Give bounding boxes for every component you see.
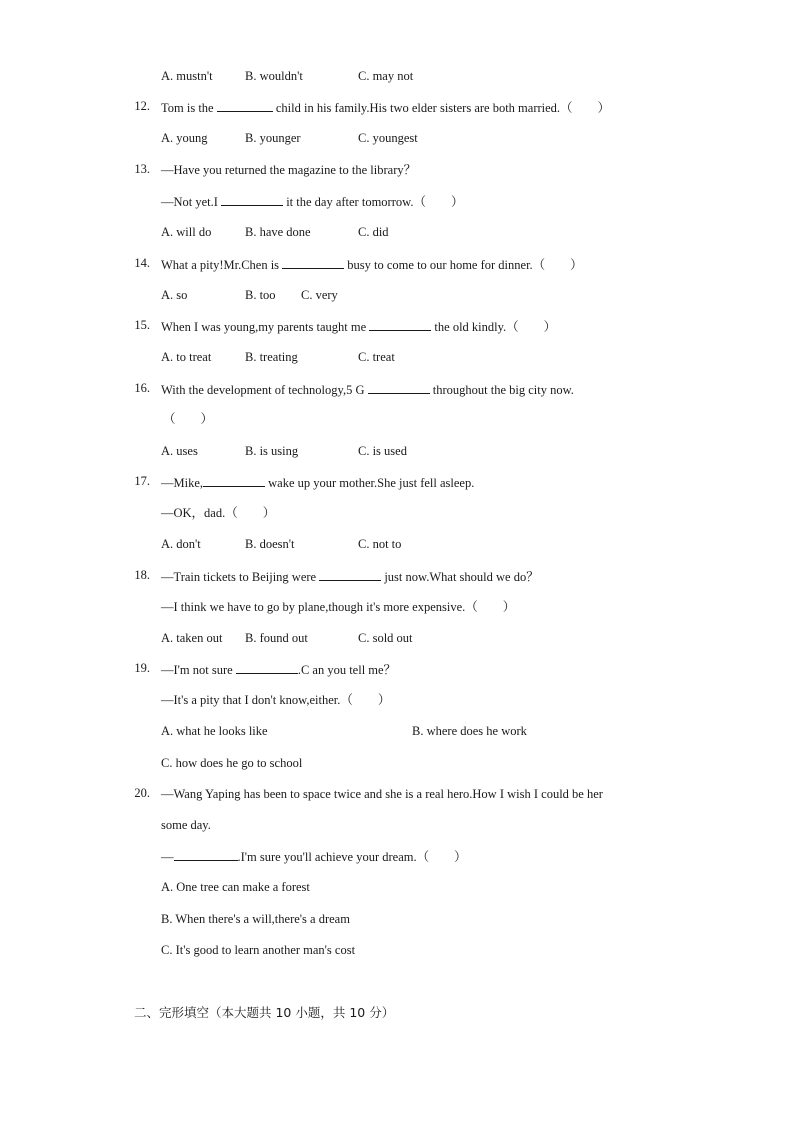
q15-stem	[161, 318, 556, 335]
q12-option-a: A. young	[161, 131, 208, 145]
q13-line-1: —Have you returned the magazine to the library？	[161, 163, 417, 177]
q20-line-1: —Wang Yaping has been to space twice and she is a real hero.How I wish I could be her	[161, 787, 603, 801]
q19-option-c: C. how does he go to school	[161, 756, 303, 770]
q17-line-2: —OK，dad.（ ）	[161, 506, 276, 520]
q16-stem-pre: With the development of technology,5 G	[161, 383, 365, 397]
q14-stem	[161, 256, 583, 273]
q11-option-b: B. wouldn't	[245, 69, 303, 83]
q14-stem-pre: What a pity!Mr.Chen is	[161, 258, 280, 272]
q19-line-1-post: .C an you tell me？	[297, 663, 397, 677]
q18-line-1	[161, 568, 539, 585]
q17-option-c: C. not to	[358, 537, 402, 551]
q18-line-2: —I think we have to go by plane,though it's more expensive.（ ）	[161, 600, 516, 614]
q14-number: 14.	[134, 256, 150, 270]
q18-option-c: C. sold out	[358, 631, 413, 645]
q12-blank	[217, 99, 273, 112]
q16-blank	[368, 381, 430, 394]
q16-stem	[161, 381, 574, 398]
q17-line-1-pre: —Mike,	[161, 476, 204, 490]
q18-number: 18.	[134, 568, 150, 582]
q20-line-2: some day.	[161, 818, 211, 832]
q18-line-1-pre: —Train tickets to Beijing were	[161, 570, 317, 584]
q14-stem-post: busy to come to our home for dinner.（ ）	[347, 258, 583, 272]
q13-option-a: A. will do	[161, 225, 212, 239]
q20-option-a: A. One tree can make a forest	[161, 880, 310, 894]
q16-answer-bracket: （ ）	[163, 412, 214, 426]
q17-option-b: B. doesn't	[245, 537, 295, 551]
q17-line-1	[161, 474, 474, 491]
q16-option-c: C. is used	[358, 444, 407, 458]
q18-option-b: B. found out	[245, 631, 308, 645]
q19-number: 19.	[134, 661, 150, 675]
q16-option-a: A. uses	[161, 444, 198, 458]
q18-blank	[319, 568, 381, 581]
q20-option-c: C. It's good to learn another man's cost	[161, 943, 356, 957]
q13-option-c: C. did	[358, 225, 389, 239]
q19-line-1-pre: —I'm not sure	[161, 663, 233, 677]
q11-option-a: A. mustn't	[161, 69, 213, 83]
q13-blank	[221, 193, 283, 206]
q12-stem-post: child in his family.His two elder sisters are both married.（ ）	[275, 101, 611, 115]
q13-line-2-post: it the day after tomorrow.（ ）	[286, 195, 464, 209]
q12-stem-pre: Tom is the	[161, 101, 214, 115]
section-heading: 二、完形填空（本大题共 10 小题，共 10 分）	[134, 1005, 395, 1020]
q20-blank	[174, 848, 238, 861]
q20-line-3-post: .I'm sure you'll achieve your dream.（ ）	[237, 850, 467, 864]
q20-number: 20.	[134, 786, 150, 800]
q15-option-b: B. treating	[245, 350, 298, 364]
q17-option-a: A. don't	[161, 537, 201, 551]
q16-stem-post: throughout the big city now.	[432, 383, 574, 397]
q16-number: 16.	[134, 381, 150, 395]
q19-line-1	[161, 661, 396, 678]
q17-line-1-post: wake up your mother.She just fell asleep.	[268, 476, 475, 490]
q18-option-a: A. taken out	[161, 631, 223, 645]
q14-option-b: B. too	[245, 288, 276, 302]
q15-option-c: C. treat	[358, 350, 395, 364]
q12-option-b: B. younger	[245, 131, 301, 145]
q14-option-a: A. so	[161, 288, 188, 302]
q13-option-b: B. have done	[245, 225, 311, 239]
q20-line-3-pre: —	[161, 850, 174, 864]
q12-option-c: C. youngest	[358, 131, 418, 145]
q13-line-2	[161, 193, 463, 210]
q13-number: 13.	[134, 162, 150, 176]
q15-stem-pre: When I was young,my parents taught me	[161, 320, 367, 334]
q19-option-b: B. where does he work	[412, 724, 527, 738]
q15-number: 15.	[134, 318, 150, 332]
q18-line-1-post: just now.What should we do？	[384, 570, 539, 584]
q19-option-a: A. what he looks like	[161, 724, 268, 738]
q14-blank	[282, 256, 344, 269]
q17-number: 17.	[134, 474, 150, 488]
q12-stem	[161, 99, 610, 116]
q15-option-a: A. to treat	[161, 350, 212, 364]
q19-blank	[236, 661, 298, 674]
q15-blank	[369, 318, 431, 331]
q11-option-c: C. may not	[358, 69, 414, 83]
q14-option-c: C. very	[301, 288, 338, 302]
q15-stem-post: the old kindly.（ ）	[434, 320, 557, 334]
q20-option-b: B. When there's a will,there's a dream	[161, 912, 350, 926]
q19-line-2: —It's a pity that I don't know,either.（ ）	[161, 693, 391, 707]
q20-line-3	[161, 848, 467, 865]
q17-blank	[203, 474, 265, 487]
q12-number: 12.	[134, 99, 150, 113]
q13-line-2-pre: —Not yet.I	[161, 195, 218, 209]
q16-option-b: B. is using	[245, 444, 299, 458]
